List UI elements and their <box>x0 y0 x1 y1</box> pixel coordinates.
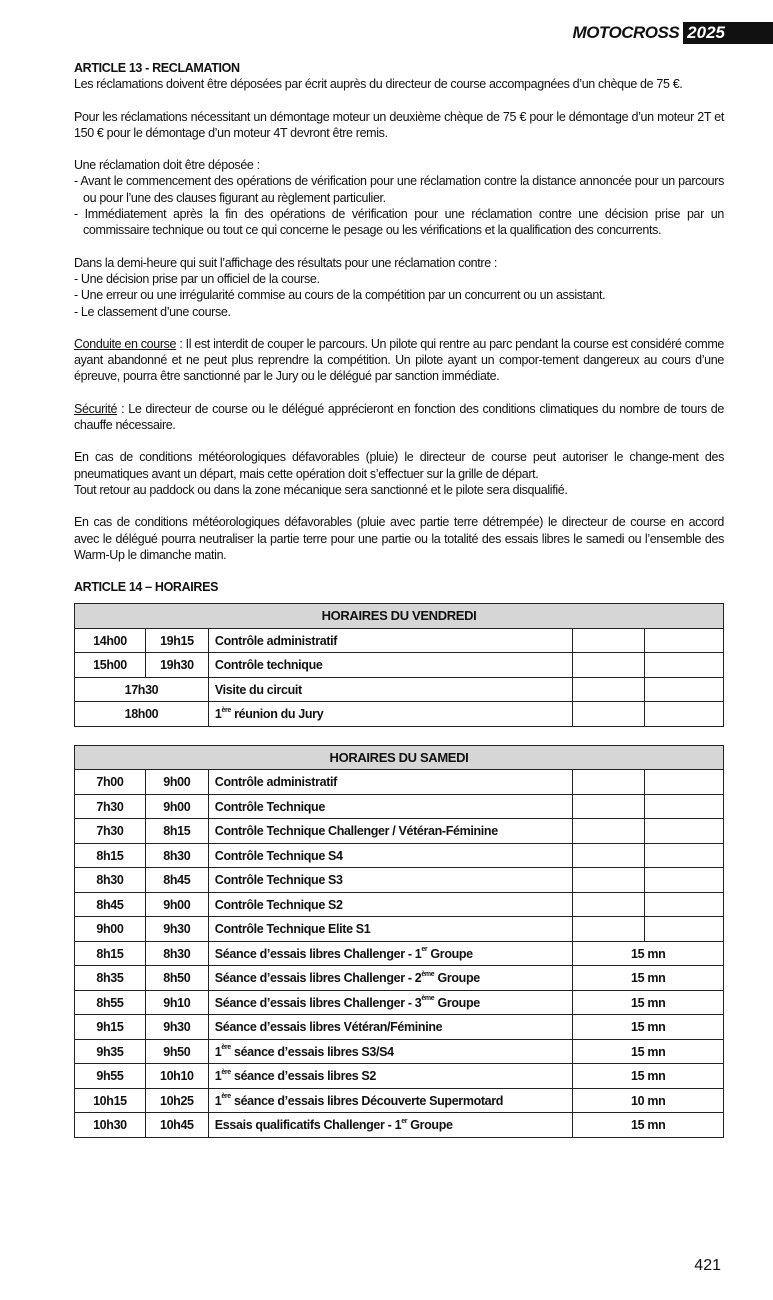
paragraph: Pour les réclamations nécessitant un démontage moteur un deuxième chèque de 75 € pour le démontage d’un moteur 2T et 150 € pour le démontage d’un moteur 4T devront être remis. <box>74 109 724 140</box>
start-time-cell: 8h15 <box>75 843 146 868</box>
start-time-cell: 8h35 <box>75 966 146 991</box>
conduite-text: : Il est interdit de couper le parcours. Un pilote qui rentre au parc pendant la course est considéré comme ayant abandonné et ne peut plus reprendre la compétition. Un pilote ayant un compor-tement dangereux au cours d’une épreuve, pourra être sanctionné par le Jury ou le délégué par sanction immédiate. <box>74 336 724 384</box>
end-time-cell: 9h30 <box>145 1015 208 1040</box>
activity-rest: Groupe <box>427 946 473 961</box>
table-row <box>75 1113 724 1138</box>
time-cell: 17h30 <box>75 677 209 702</box>
empty-cell <box>645 868 724 893</box>
activity-cell <box>208 653 572 678</box>
paragraph: En cas de conditions météorologiques défavorables (pluie avec partie terre détrempée) le directeur de course en accord avec le délégué pourra neutraliser la partie terre pour une partie ou la totalité des essais libres le samedi ou l’ensemble des Warm-Up le dimanche matin. <box>74 515 724 562</box>
bullet-item: - Immédiatement après la fin des opérations de vérification pour une réclamation contre une décision prise par un commissaire technique ou tout ce qui concerne le pesage ou les vérifications et la qualification des concurrents. <box>74 207 724 238</box>
empty-cell <box>573 794 645 819</box>
brand-year: 2025 <box>683 22 773 44</box>
table-row <box>75 1088 724 1113</box>
duration-cell: 15 mn <box>573 1015 724 1040</box>
activity-sup: er <box>421 946 428 954</box>
start-time-cell: 9h35 <box>75 1039 146 1064</box>
activity-cell <box>208 941 573 966</box>
activity-rest: séance d’essais libres Découverte Supermotard <box>230 1093 504 1108</box>
duration-cell: 15 mn <box>573 990 724 1015</box>
activity-label: Séance d’essais libres Challenger - 3 <box>214 995 422 1010</box>
activity-sup: ème <box>421 995 435 1003</box>
activity-cell <box>208 917 573 942</box>
activity-cell <box>208 843 573 868</box>
start-time-cell: 8h45 <box>75 892 146 917</box>
duration-cell: 15 mn <box>573 941 724 966</box>
activity-cell <box>208 770 573 795</box>
table-row <box>75 892 724 917</box>
activity-label: Contrôle Technique <box>214 799 325 814</box>
activity-label: Contrôle administratif <box>214 633 338 648</box>
table-header: HORAIRES DU SAMEDI <box>75 745 724 770</box>
activity-cell <box>208 1064 573 1089</box>
start-time-cell: 9h00 <box>75 917 146 942</box>
empty-cell <box>573 843 645 868</box>
end-time-cell: 8h30 <box>145 941 208 966</box>
activity-cell <box>208 892 573 917</box>
paragraph: Une réclamation doit être déposée : <box>74 158 260 173</box>
activity-rest: séance d’essais libres S3/S4 <box>230 1044 394 1059</box>
paragraph <box>74 401 724 434</box>
article-13-title: ARTICLE 13 - RECLAMATION <box>74 61 240 75</box>
paragraph: En cas de conditions météorologiques défavorables (pluie) le directeur de course peut autoriser le change-ment des pneumatiques avant un départ, mais cette opération doit s’effectuer sur la grille de départ. <box>74 450 724 481</box>
empty-cell <box>573 892 645 917</box>
end-time-cell: 8h30 <box>145 843 208 868</box>
empty-cell <box>573 868 645 893</box>
end-time-cell: 9h00 <box>145 770 208 795</box>
empty-cell <box>645 794 724 819</box>
empty-cell <box>573 677 645 702</box>
table-row <box>75 868 724 893</box>
table-row <box>75 941 724 966</box>
activity-label: 1 <box>214 1093 222 1108</box>
activity-rest: Groupe <box>407 1118 453 1133</box>
conduite-label: Conduite en course <box>74 336 177 351</box>
end-time-cell: 8h50 <box>145 966 208 991</box>
empty-cell <box>573 653 645 678</box>
empty-cell <box>645 628 724 653</box>
activity-cell <box>208 868 573 893</box>
table-row <box>75 677 724 702</box>
table-header: HORAIRES DU VENDREDI <box>75 604 724 629</box>
empty-cell <box>645 770 724 795</box>
bullet-item: - Une erreur ou une irrégularité commise au cours de la compétition par un concurrent ou un assistant. <box>74 288 606 303</box>
table-row <box>75 770 724 795</box>
activity-cell <box>208 794 573 819</box>
start-time-cell: 9h15 <box>75 1015 146 1040</box>
activity-cell <box>208 990 573 1015</box>
start-time-cell: 10h15 <box>75 1088 146 1113</box>
activity-label: Essais qualificatifs Challenger - 1 <box>214 1118 402 1133</box>
securite-label: Sécurité <box>74 401 118 416</box>
end-time-cell: 9h30 <box>145 917 208 942</box>
end-time-cell: 10h10 <box>145 1064 208 1089</box>
securite-text: : Le directeur de course ou le délégué apprécieront en fonction des conditions climatiques du nombre de tours de chauffe nécessaire. <box>74 401 724 433</box>
activity-rest: Groupe <box>434 971 480 986</box>
start-time-cell: 8h15 <box>75 941 146 966</box>
activity-label: 1 <box>214 1069 222 1084</box>
empty-cell <box>645 892 724 917</box>
start-time-cell: 7h00 <box>75 770 146 795</box>
start-time-cell: 10h30 <box>75 1113 146 1138</box>
empty-cell <box>645 819 724 844</box>
activity-rest: réunion du Jury <box>230 707 324 722</box>
start-time-cell: 7h30 <box>75 794 146 819</box>
empty-cell <box>573 628 645 653</box>
saturday-schedule-table <box>74 745 724 1138</box>
activity-cell <box>208 702 572 727</box>
start-time-cell: 14h00 <box>75 628 146 653</box>
start-time-cell: 7h30 <box>75 819 146 844</box>
end-time-cell: 9h10 <box>145 990 208 1015</box>
end-time-cell: 8h45 <box>145 868 208 893</box>
table-row <box>75 794 724 819</box>
article-14-title: ARTICLE 14 – HORAIRES <box>74 580 219 595</box>
activity-cell <box>208 966 573 991</box>
end-time-cell: 10h45 <box>145 1113 208 1138</box>
activity-cell <box>208 1015 573 1040</box>
activity-cell <box>208 1088 573 1113</box>
activity-label: Contrôle Technique S4 <box>214 848 343 863</box>
end-time-cell: 8h15 <box>145 819 208 844</box>
paragraph: Tout retour au paddock ou dans la zone mécanique sera sanctionné et le pilote sera disqualifié. <box>74 482 568 497</box>
empty-cell <box>573 702 645 727</box>
empty-cell <box>573 819 645 844</box>
activity-label: Contrôle Technique S2 <box>214 897 343 912</box>
start-time-cell: 9h55 <box>75 1064 146 1089</box>
activity-rest: séance d’essais libres S2 <box>230 1069 377 1084</box>
table-row <box>75 843 724 868</box>
activity-label: 1 <box>214 707 222 722</box>
table-row <box>75 990 724 1015</box>
activity-cell <box>208 1113 573 1138</box>
paragraph: Les réclamations doivent être déposées par écrit auprès du directeur de course accompagnées d’un chèque de 75 €. <box>74 77 683 92</box>
table-row <box>75 628 724 653</box>
empty-cell <box>645 843 724 868</box>
document-body <box>74 60 724 1138</box>
end-time-cell: 9h00 <box>145 794 208 819</box>
empty-cell <box>573 770 645 795</box>
activity-label: Visite du circuit <box>214 682 302 697</box>
duration-cell: 10 mn <box>573 1088 724 1113</box>
activity-sup: ère <box>221 1093 231 1101</box>
activity-sup: ère <box>221 1068 231 1076</box>
empty-cell <box>645 702 724 727</box>
start-time-cell: 8h30 <box>75 868 146 893</box>
activity-cell <box>208 1039 573 1064</box>
activity-label: Séance d’essais libres Challenger - 2 <box>214 971 422 986</box>
duration-cell: 15 mn <box>573 966 724 991</box>
duration-cell: 15 mn <box>573 1113 724 1138</box>
activity-label: Contrôle technique <box>214 658 323 673</box>
duration-cell: 15 mn <box>573 1064 724 1089</box>
table-row <box>75 653 724 678</box>
bullet-item: - Une décision prise par un officiel de la course. <box>74 271 320 286</box>
duration-cell: 15 mn <box>573 1039 724 1064</box>
table-row <box>75 1015 724 1040</box>
activity-sup: ème <box>421 970 435 978</box>
end-time-cell: 9h50 <box>145 1039 208 1064</box>
table-row <box>75 1039 724 1064</box>
end-time-cell: 19h30 <box>145 653 208 678</box>
table-row <box>75 1064 724 1089</box>
bullet-item: - Avant le commencement des opérations de vérification pour une réclamation contre la distance annoncée pour un parcours ou pour l’une des clauses figurant au règlement particulier. <box>74 174 724 205</box>
end-time-cell: 9h00 <box>145 892 208 917</box>
activity-rest: Groupe <box>434 995 480 1010</box>
table-row <box>75 702 724 727</box>
activity-label: Contrôle Technique Elite S1 <box>214 922 371 937</box>
page-number: 421 <box>694 1257 721 1274</box>
brand-title: MOTOCROSS <box>572 23 680 42</box>
activity-label: 1 <box>214 1044 222 1059</box>
activity-label: Contrôle administratif <box>214 775 337 790</box>
time-cell: 18h00 <box>75 702 209 727</box>
paragraph: Dans la demi-heure qui suit l’affichage des résultats pour une réclamation contre : <box>74 255 498 270</box>
activity-sup: er <box>401 1117 408 1125</box>
end-time-cell: 10h25 <box>145 1088 208 1113</box>
start-time-cell: 15h00 <box>75 653 146 678</box>
activity-sup: ère <box>221 1044 231 1052</box>
table-row <box>75 966 724 991</box>
page-header <box>573 22 773 44</box>
empty-cell <box>645 653 724 678</box>
activity-cell <box>208 628 572 653</box>
paragraph <box>74 336 724 385</box>
friday-schedule-table <box>74 603 724 727</box>
activity-label: Contrôle Technique Challenger / Vétéran-Féminine <box>214 824 498 839</box>
end-time-cell: 19h15 <box>145 628 208 653</box>
table-row <box>75 917 724 942</box>
bullet-item: - Le classement d’une course. <box>74 304 231 319</box>
activity-cell <box>208 677 572 702</box>
activity-label: Séance d’essais libres Vétéran/Féminine <box>214 1020 443 1035</box>
activity-sup: ère <box>221 706 231 714</box>
activity-label: Séance d’essais libres Challenger - 1 <box>214 946 422 961</box>
empty-cell <box>645 917 724 942</box>
empty-cell <box>645 677 724 702</box>
table-row <box>75 819 724 844</box>
start-time-cell: 8h55 <box>75 990 146 1015</box>
activity-label: Contrôle Technique S3 <box>214 873 343 888</box>
activity-cell <box>208 819 573 844</box>
empty-cell <box>573 917 645 942</box>
